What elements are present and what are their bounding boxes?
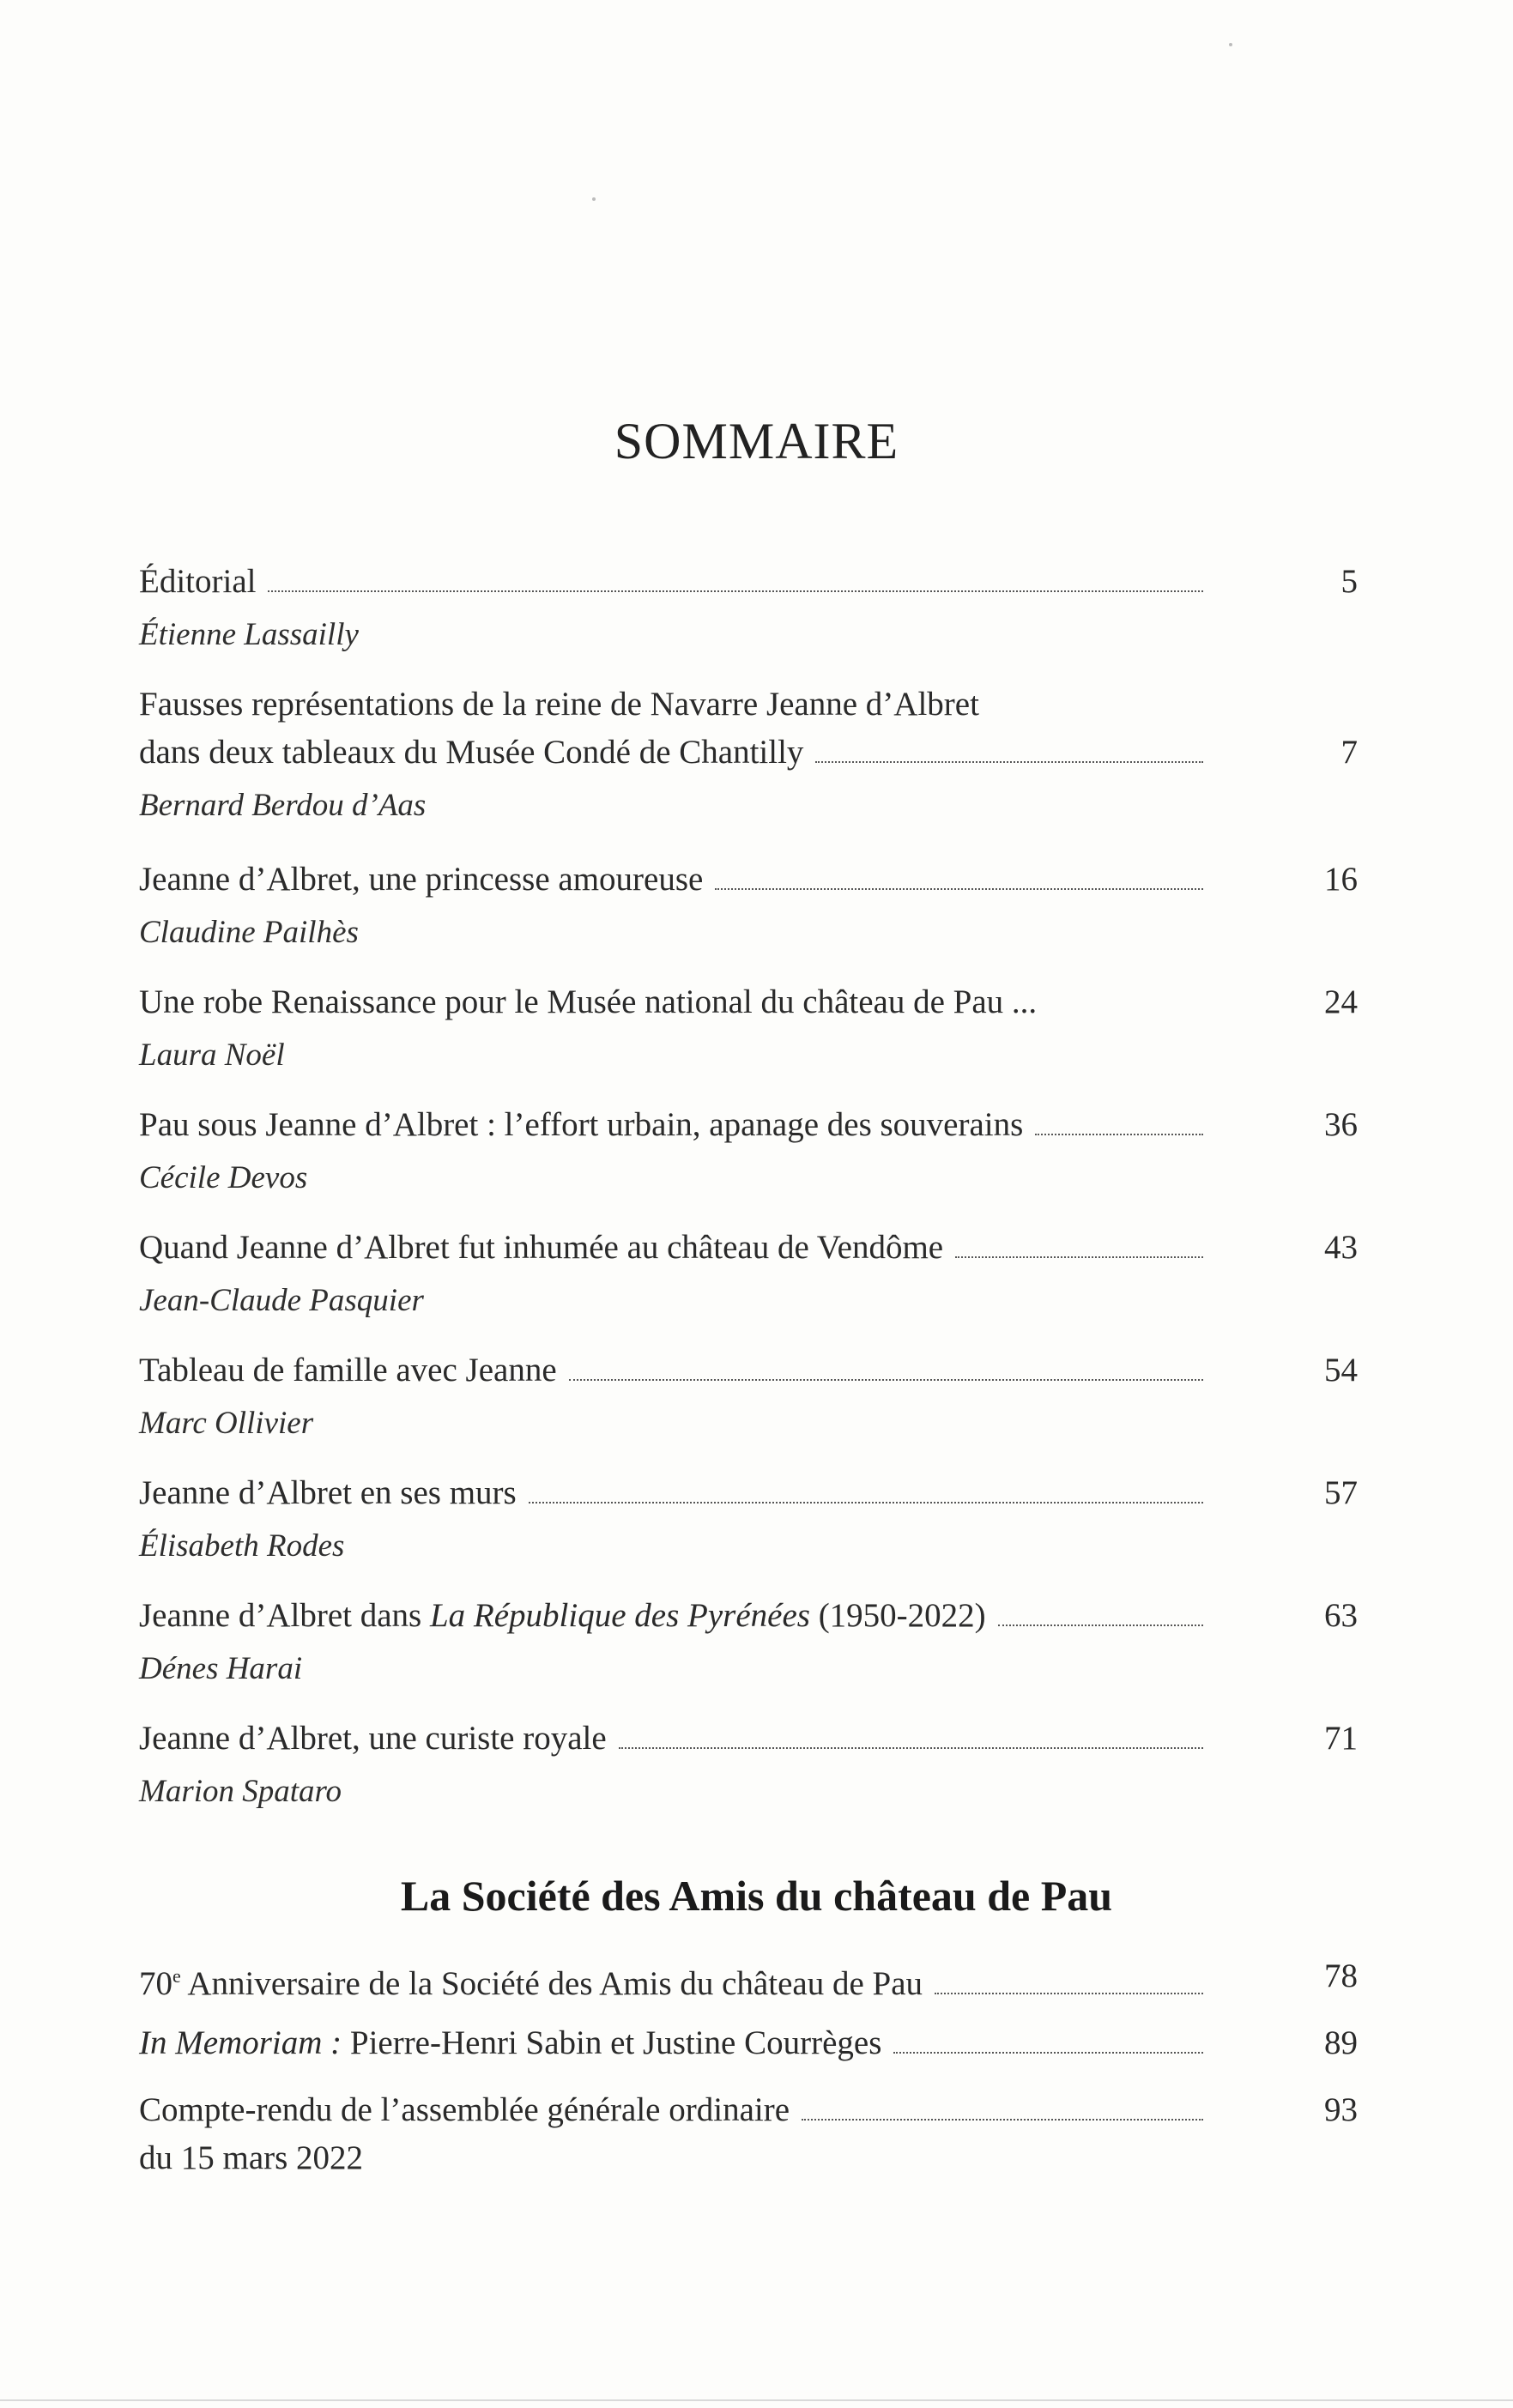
entry-title-line: Fausses représentations de la reine de Navarre Jeanne d’Albret: [139, 686, 979, 723]
dot-leader: [619, 1746, 1203, 1749]
table-of-contents: [139, 558, 1358, 1837]
toc-entry: [139, 978, 1358, 1101]
toc-entry: [139, 1715, 1358, 1837]
dot-leader: [893, 2051, 1203, 2054]
journal-title: La République des Pyrénées: [429, 1597, 810, 1634]
entry-author: Cécile Devos: [139, 1160, 308, 1195]
toc-entry: [139, 1346, 1358, 1469]
entry-title: [139, 1592, 986, 1640]
entry-title-text: Pierre-Henri Sabin et Justine Courrèges: [342, 2024, 882, 2061]
dot-leader: [935, 1992, 1203, 1994]
toc-entry: [139, 681, 1358, 856]
dot-leader: [955, 1255, 1203, 1258]
entry-author: Marion Spataro: [139, 1774, 342, 1809]
entry-title: Jeanne d’Albret, une curiste royale: [139, 1720, 607, 1757]
entry-author: Élisabeth Rodes: [139, 1528, 345, 1564]
page-number: 16: [1324, 861, 1358, 898]
entry-title-text: Jeanne d’Albret dans: [139, 1597, 430, 1634]
entry-title: Une robe Renaissance pour le Musée national du château de Pau ...: [139, 983, 1038, 1020]
entry-title: Jeanne d’Albret en ses murs: [139, 1474, 517, 1511]
entry-author: Marc Ollivier: [139, 1406, 314, 1441]
page-number: 54: [1324, 1352, 1358, 1389]
entry-title-text: (1950-2022): [809, 1597, 986, 1634]
entry-author: Laura Noël: [139, 1038, 285, 1073]
entry-title: Jeanne d’Albret, une princesse amoureuse: [139, 861, 704, 898]
toc-entry: [139, 558, 1358, 681]
toc-entry: [139, 2086, 1358, 2189]
toc-entry: [139, 1224, 1358, 1346]
entry-title-line: du 15 mars 2022: [139, 2139, 364, 2176]
toc-entry: [139, 1952, 1358, 2019]
page-number: 78: [1324, 1957, 1358, 1994]
dot-leader: [815, 760, 1203, 763]
page-number: 93: [1324, 2091, 1358, 2128]
page-number: 71: [1324, 1720, 1358, 1757]
entry-title-text: 70: [139, 1965, 172, 2002]
page-number: 7: [1341, 734, 1358, 771]
toc-entry: [139, 856, 1358, 978]
toc-entry: [139, 2019, 1358, 2086]
entry-title: Pau sous Jeanne d’Albret : l’effort urbain, apanage des souverains: [139, 1106, 1024, 1143]
entry-title: Quand Jeanne d’Albret fut inhumée au château de Vendôme: [139, 1229, 944, 1266]
dot-leader: [715, 887, 1203, 890]
scan-edge: [0, 2399, 1513, 2401]
page-number: 24: [1324, 983, 1358, 1020]
page-number: 57: [1324, 1474, 1358, 1511]
entry-author: Dénes Harai: [139, 1651, 303, 1686]
entry-title: [139, 2019, 881, 2067]
entry-author: Étienne Lassailly: [139, 617, 359, 652]
toc-entry: [139, 1469, 1358, 1592]
entry-title-line: dans deux tableaux du Musée Condé de Chantilly: [139, 734, 804, 771]
toc-entry: [139, 1592, 1358, 1715]
section-table-of-contents: [139, 1952, 1358, 2189]
toc-entry: [139, 1101, 1358, 1224]
entry-author: Bernard Berdou d’Aas: [139, 788, 427, 823]
dot-leader: [569, 1378, 1203, 1381]
entry-author: Claudine Pailhès: [139, 915, 359, 950]
entry-title: [139, 1952, 923, 2008]
entry-author: Jean-Claude Pasquier: [139, 1283, 424, 1318]
scan-speck: [592, 197, 596, 201]
scan-speck: [1229, 43, 1232, 46]
ordinal-superscript: e: [172, 1965, 181, 1987]
entry-title: Éditorial: [139, 563, 257, 600]
section-title: La Société des Amis du château de Pau: [400, 1872, 1113, 1920]
dot-leader: [1035, 1133, 1203, 1135]
dot-leader: [268, 590, 1203, 592]
entry-title-line: Compte-rendu de l’assemblée générale ordinaire: [139, 2091, 790, 2128]
dot-leader: [998, 1624, 1203, 1626]
page-number: 36: [1324, 1106, 1358, 1143]
entry-title-italic: In Memoriam :: [139, 2024, 342, 2061]
page-number: 89: [1324, 2024, 1358, 2061]
dot-leader: [529, 1501, 1203, 1503]
page-number: 5: [1341, 563, 1358, 600]
page-title: SOMMAIRE: [614, 413, 899, 469]
entry-title-text: Anniversaire de la Société des Amis du château de Pau: [180, 1965, 923, 2002]
page-number: 43: [1324, 1229, 1358, 1266]
entry-title: Tableau de famille avec Jeanne: [139, 1352, 557, 1389]
page-number: 63: [1324, 1597, 1358, 1634]
dot-leader: [802, 2118, 1203, 2121]
